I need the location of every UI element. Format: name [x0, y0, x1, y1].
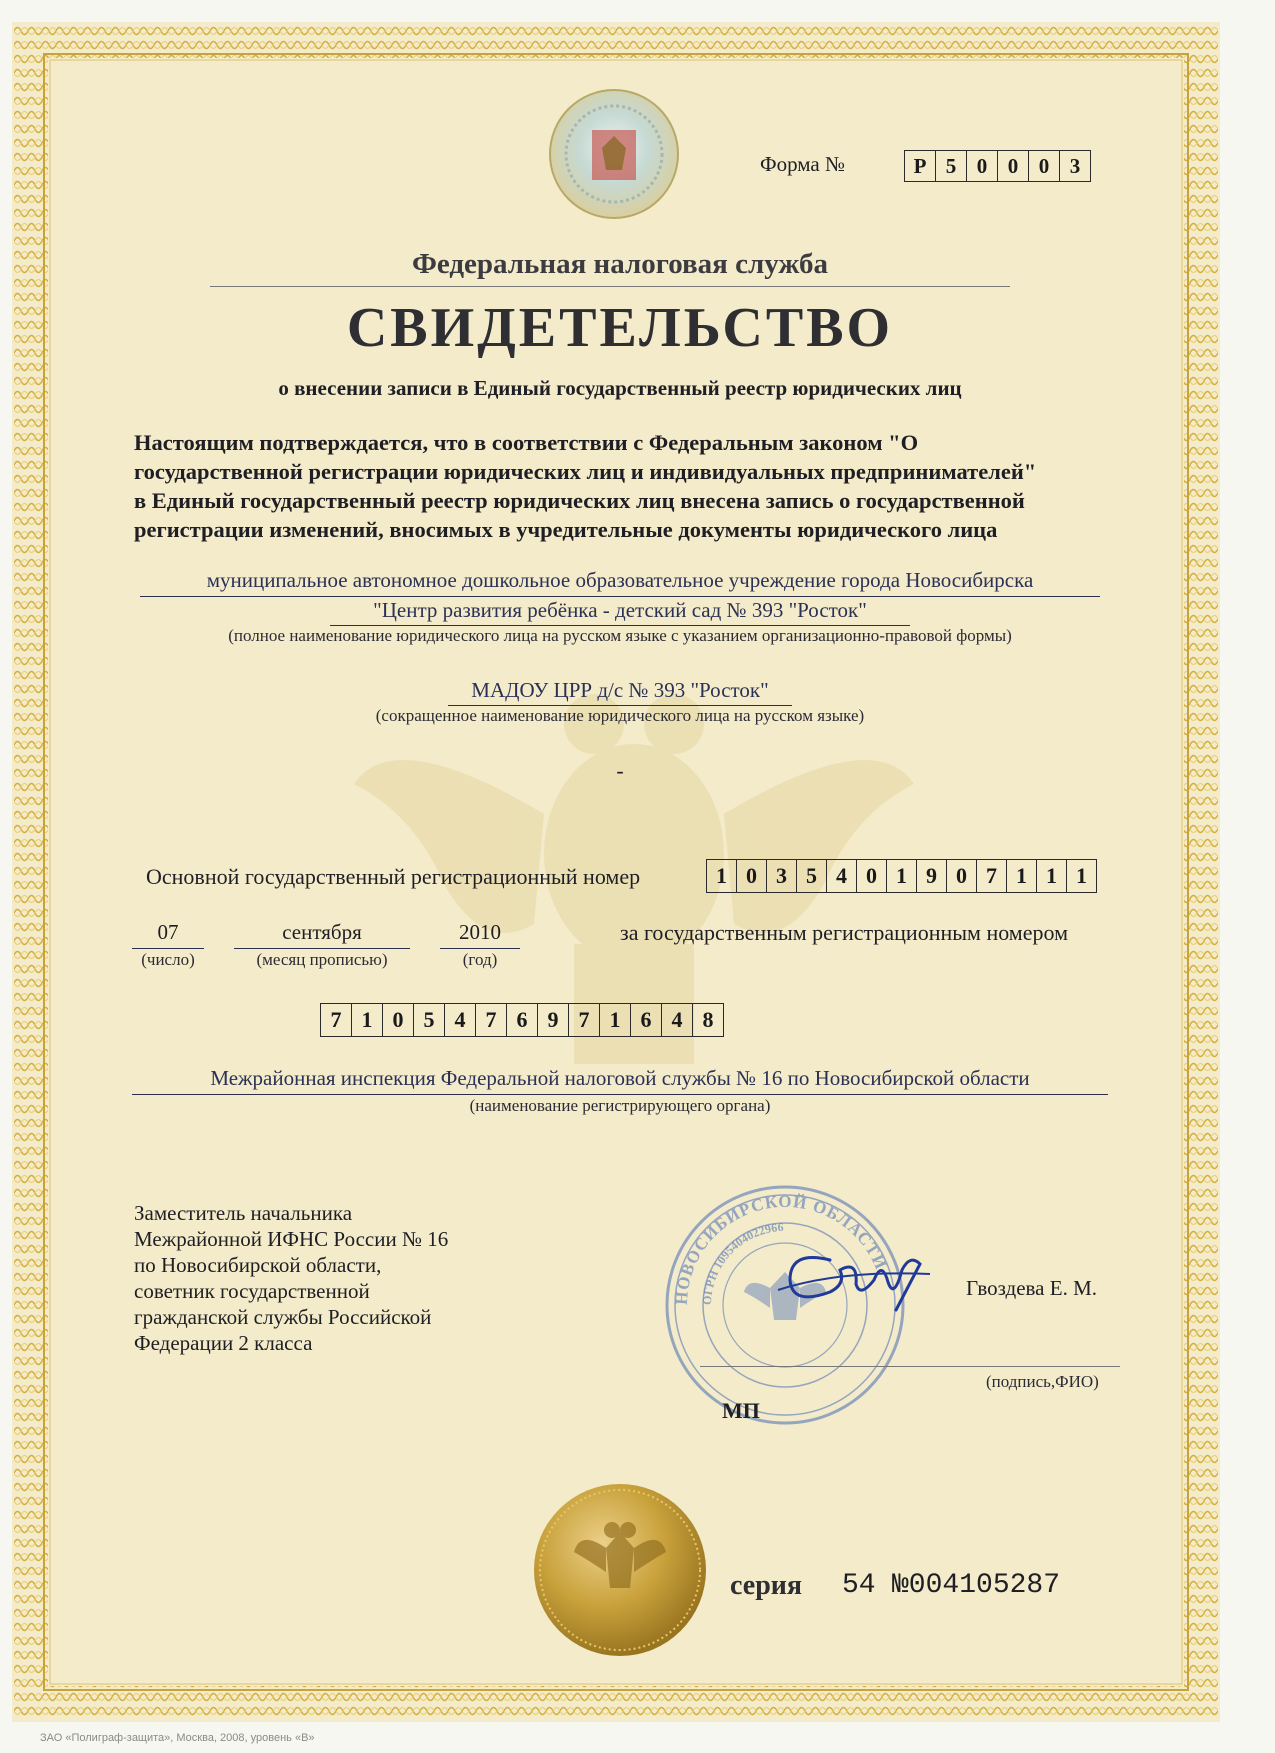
grn-boxes — [320, 1003, 724, 1037]
date-month: сентября — [282, 920, 362, 944]
service-name: Федеральная налоговая служба — [411, 248, 829, 280]
form-digit: 3 — [1069, 154, 1081, 178]
entity-full-name-line1: муниципальное автономное дошкольное образовательное учреждение города Новосибирска — [206, 568, 1034, 592]
signatory-name: Гвоздева Е. М. — [966, 1276, 1097, 1300]
ogrn-digit: 1 — [887, 860, 917, 892]
series-value: 54 — [842, 1570, 876, 1601]
authority-name: Межрайонная инспекция Федеральной налоговой службы № 16 по Новосибирской области — [210, 1066, 1030, 1090]
signature-mark — [770, 1240, 940, 1320]
ogrn-digit: 1 — [707, 860, 737, 892]
ogrn-digit: 0 — [857, 860, 887, 892]
intro-line: Настоящим подтверждается, что в соответствии с Федеральным законом "О — [134, 430, 919, 455]
full-name-caption: (полное наименование юридического лица на русском языке с указанием организационно-правовой формы) — [228, 626, 1012, 645]
grn-digit: 1 — [600, 1004, 631, 1036]
grn-digit: 4 — [662, 1004, 693, 1036]
intro-line: регистрации изменений, вносимых в учредительные документы юридического лица — [134, 517, 998, 542]
position-line: по Новосибирской области, — [134, 1253, 382, 1277]
entity-full-name-line2: "Центр развития ребёнка - детский сад № 393 "Росток" — [373, 598, 867, 622]
document-subtitle: о внесении записи в Единый государственный реестр юридических лиц — [278, 376, 962, 400]
grn-label: за государственным регистрационным номером — [620, 920, 1068, 945]
ogrn-digit: 1 — [1007, 860, 1037, 892]
ogrn-digit: 9 — [917, 860, 947, 892]
grn-digit: 1 — [352, 1004, 383, 1036]
position-line: советник государственной — [134, 1279, 370, 1303]
form-digit: 0 — [1029, 151, 1060, 181]
grn-digit: 8 — [702, 1007, 714, 1032]
form-digit: 0 — [967, 151, 998, 181]
date-day: 07 — [157, 920, 179, 944]
ogrn-boxes — [706, 859, 1097, 893]
stamp-outer-text: НОВОСИБИРСКОЙ ОБЛАСТИ — [671, 1191, 891, 1306]
underline — [132, 1094, 1108, 1095]
grn-digit: 7 — [321, 1004, 352, 1036]
ogrn-digit: 0 — [947, 860, 977, 892]
underline — [440, 948, 520, 949]
position-line: Межрайонной ИФНС России № 16 — [134, 1227, 449, 1251]
underline — [132, 948, 204, 949]
header-divider — [210, 286, 1010, 287]
stamp-place-label: МП — [722, 1398, 760, 1423]
form-digit: Р — [905, 151, 936, 181]
ogrn-digit: 0 — [737, 860, 767, 892]
authority-caption: (наименование регистрирующего органа) — [469, 1096, 771, 1115]
date-year: 2010 — [459, 920, 501, 944]
ogrn-digit: 1 — [1076, 863, 1087, 888]
position-line: Заместитель начальника — [134, 1201, 353, 1225]
ogrn-digit: 1 — [1037, 860, 1067, 892]
intro-paragraph — [134, 428, 1154, 544]
document-title: СВИДЕТЕЛЬСТВО — [346, 297, 894, 359]
day-caption: (число) — [141, 950, 195, 969]
grn-digit: 7 — [476, 1004, 507, 1036]
grn-digit: 4 — [445, 1004, 476, 1036]
stamp-inner-text: ОГРН 1095404022966 — [699, 1219, 784, 1306]
position-line: Федерации 2 класса — [134, 1331, 313, 1355]
ogrn-digit: 4 — [827, 860, 857, 892]
foreign-name-dash: - — [616, 758, 624, 783]
series-label: серия — [730, 1570, 803, 1601]
form-number-boxes — [904, 150, 1091, 182]
signatory-position — [134, 1200, 448, 1356]
grn-digit: 9 — [538, 1004, 569, 1036]
ogrn-digit: 7 — [977, 860, 1007, 892]
form-label: Форма № — [760, 152, 846, 176]
position-line: гражданской службы Российской — [134, 1305, 432, 1329]
signature-caption: (подпись,ФИО) — [986, 1372, 1099, 1391]
hologram-emblem — [546, 86, 682, 222]
printer-imprint: ЗАО «Полиграф-защита», Москва, 2008, уровень «В» — [40, 1732, 315, 1744]
short-name-caption: (сокращенное наименование юридического лица на русском языке) — [375, 706, 865, 725]
ogrn-digit: 5 — [797, 860, 827, 892]
certificate-number: №004105287 — [892, 1570, 1061, 1601]
month-caption: (месяц прописью) — [256, 950, 388, 969]
grn-digit: 0 — [383, 1004, 414, 1036]
entity-short-name: МАДОУ ЦРР д/с № 393 "Росток" — [471, 678, 769, 702]
underline — [234, 948, 410, 949]
gold-seal — [530, 1480, 710, 1660]
ogrn-digit: 3 — [767, 860, 797, 892]
form-digit: 5 — [936, 151, 967, 181]
underline — [140, 596, 1100, 597]
grn-digit: 5 — [414, 1004, 445, 1036]
grn-digit: 6 — [631, 1004, 662, 1036]
year-caption: (год) — [462, 950, 498, 969]
grn-digit: 6 — [507, 1004, 538, 1036]
intro-line: в Единый государственный реестр юридических лиц внесена запись о государственной — [134, 488, 1025, 513]
intro-line: государственной регистрации юридических лиц и индивидуальных предпринимателей" — [134, 459, 1037, 484]
ogrn-label: Основной государственный регистрационный номер — [146, 864, 641, 889]
form-digit: 0 — [998, 151, 1029, 181]
signature-line — [700, 1366, 1120, 1367]
grn-digit: 7 — [569, 1004, 600, 1036]
